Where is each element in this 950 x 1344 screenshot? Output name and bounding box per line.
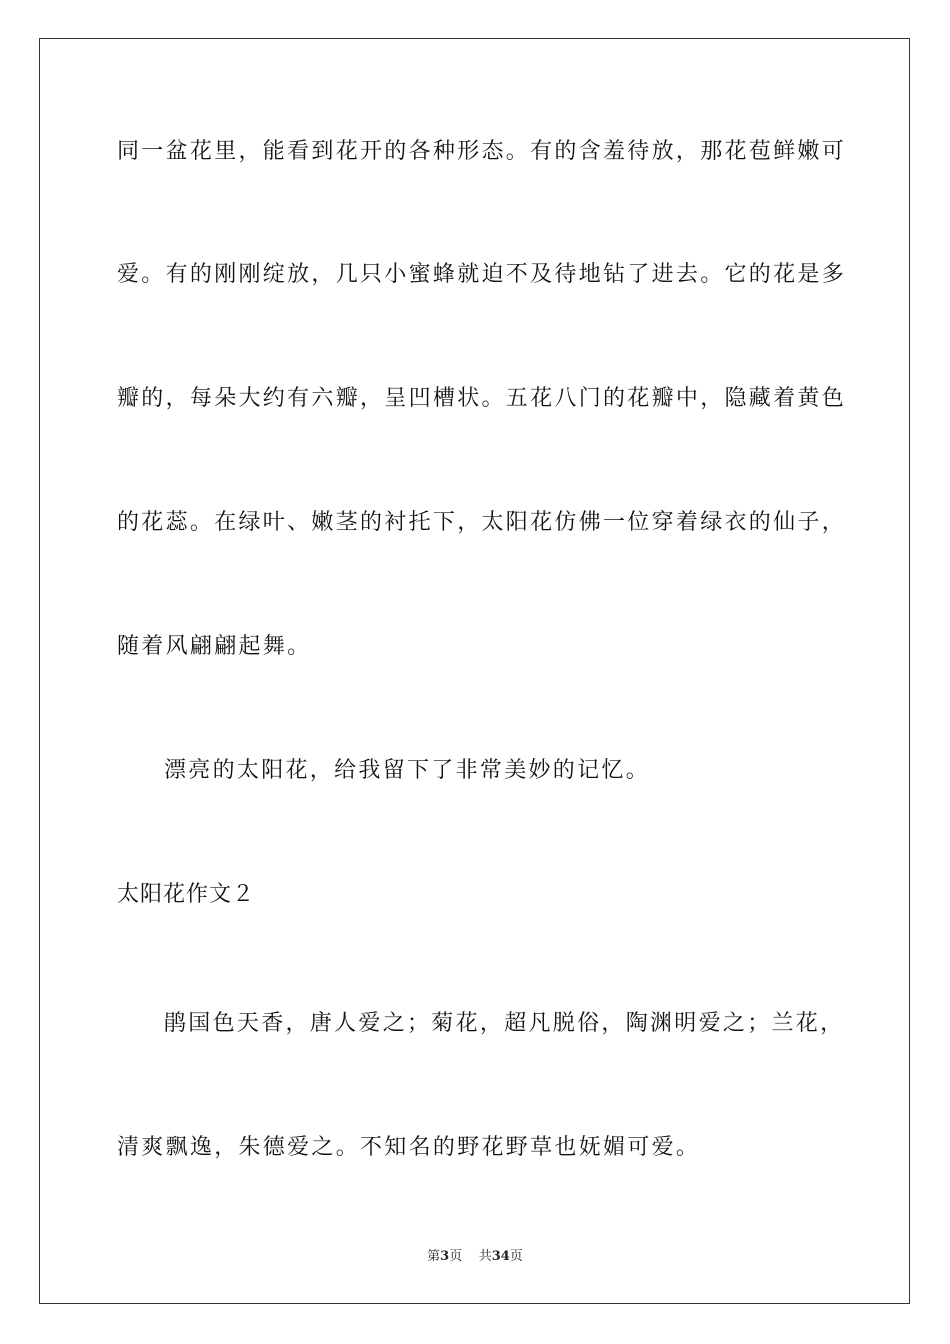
- footer-total-prefix: 共: [478, 1249, 492, 1264]
- footer-total-suffix: 页: [509, 1249, 523, 1264]
- body-text-line: 的花蕊。在绿叶、嫩茎的衬托下，太阳花仿佛一位穿着绿衣的仙子，: [117, 510, 847, 535]
- body-text-line: 瓣的，每朵大约有六瓣，呈凹槽状。五花八门的花瓣中，隐藏着黄色: [117, 386, 847, 411]
- body-text-line: 爱。有的刚刚绽放，几只小蜜蜂就迫不及待地钻了进去。它的花是多: [117, 262, 847, 287]
- body-text-line: 同一盆花里，能看到花开的各种形态。有的含羞待放，那花苞鲜嫩可: [117, 139, 847, 164]
- footer-page-suffix: 页: [449, 1249, 463, 1264]
- total-page-count: 34: [491, 1249, 510, 1264]
- page-footer: [0, 1248, 950, 1266]
- paragraph-line-indented: 鹃国色天香，唐人爱之；菊花，超凡脱俗，陶渊明爱之；兰花，: [164, 1011, 845, 1036]
- body-text-line: 随着风翩翩起舞。: [117, 634, 312, 659]
- current-page-number: 3: [440, 1249, 450, 1264]
- section-heading: 太阳花作文２: [117, 882, 256, 907]
- page-border: [39, 38, 910, 1304]
- body-text-line: 清爽飘逸，朱德爱之。不知名的野花野草也妩媚可爱。: [117, 1135, 701, 1160]
- footer-prefix: 第: [427, 1249, 441, 1264]
- paragraph-line-indented: 漂亮的太阳花，给我留下了非常美妙的记忆。: [164, 758, 651, 783]
